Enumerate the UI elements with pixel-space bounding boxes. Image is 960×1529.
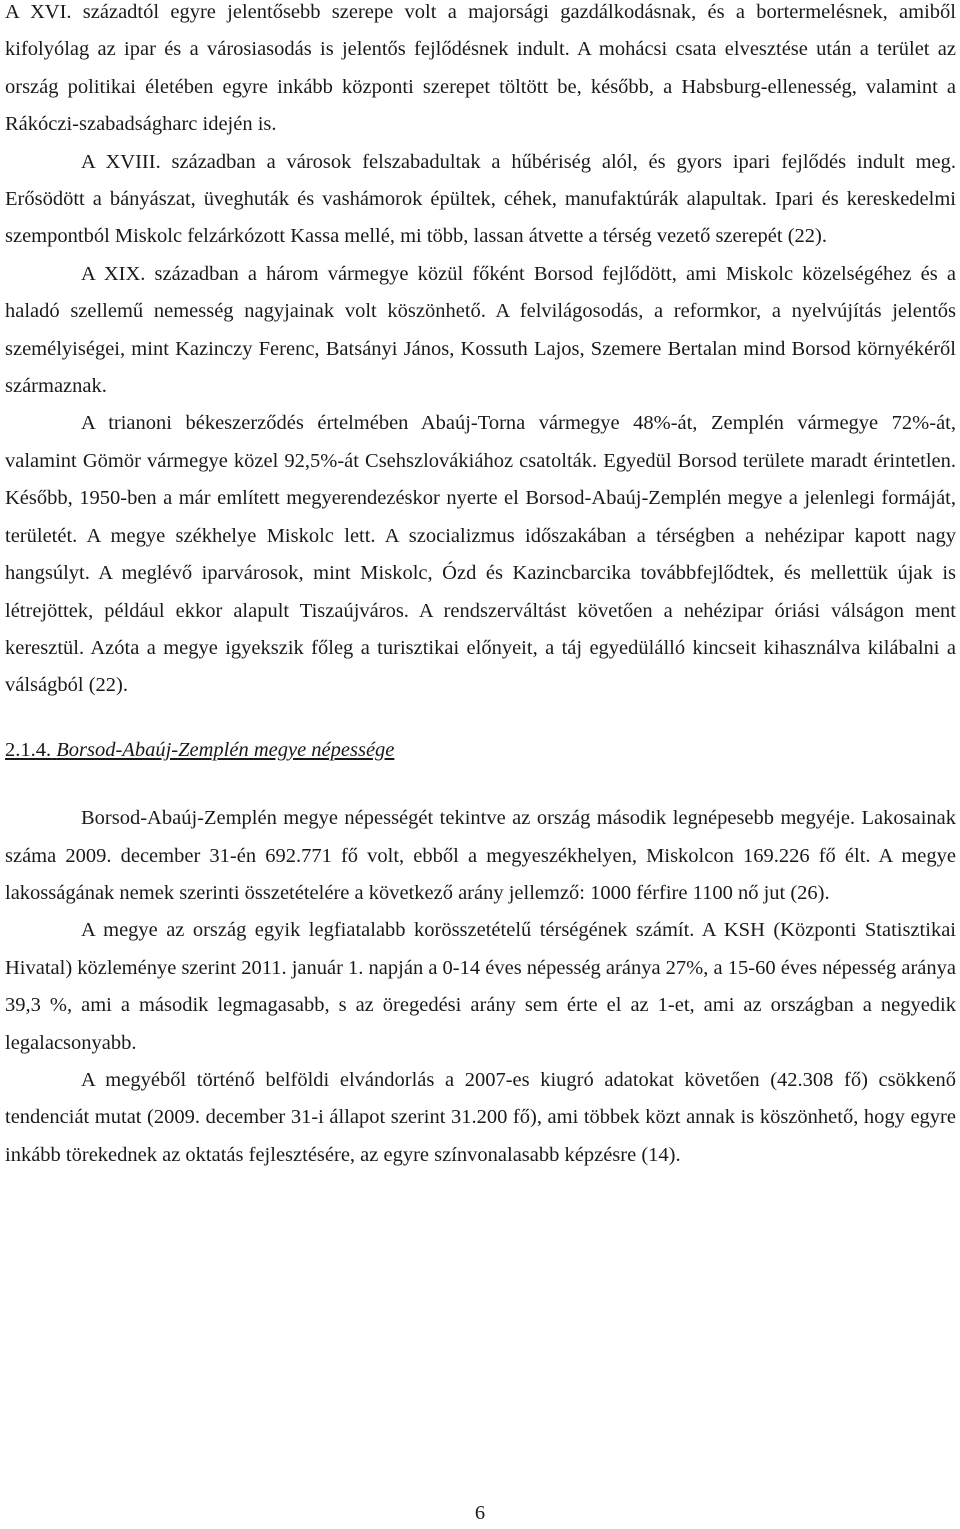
page-number: 6 bbox=[474, 1502, 486, 1524]
section-title: Borsod-Abaúj-Zemplén megye népessége bbox=[56, 738, 395, 761]
section-number: 2.1.4. bbox=[5, 738, 52, 761]
body-paragraph-1: A XVI. századtól egyre jelentősebb szerepe volt a majorsági gazdálkodásnak, és a bortermelésnek, amiből kifolyólag az ipar és a városiasodás is jelentős fejlődésnek indult. A mohácsi csata elvesztése után a terület az ország politikai életében egyre inkább központi szerepet töltött be, később, a Habsburg-ellenesség, valamint a Rákóczi-szabadságharc idején is. bbox=[5, 1, 956, 136]
section-heading bbox=[5, 732, 956, 769]
section-paragraph-3: A megyéből történő belföldi elvándorlás a 2007-es kiugró adatokat követően (42.308 fő) csökkenő tendenciát mutat (2009. december 31-i állapot szerint 31.200 fő), ami többek közt annak is köszönhető, hogy egyre inkább törekednek az oktatás fejlesztésére, az egyre színvonalasabb képzésre (14). bbox=[5, 1068, 956, 1166]
body-paragraph-3: A XIX. században a három vármegye közül főként Borsod fejlődött, ami Miskolc közelségéhez és a haladó szellemű nemesség nagyjainak volt köszönhető. A felvilágosodás, a reformkor, a nyelvújítás jelentős személyiségei, mint Kazinczy Ferenc, Batsányi János, Kossuth Lajos, Szemere Bertalan mind Borsod környékéről származnak. bbox=[5, 262, 956, 398]
body-paragraph-4: A trianoni békeszerződés értelmében Abaúj-Torna vármegye 48%-át, Zemplén vármegye 72%-át, valamint Gömör vármegye közel 92,5%-át Csehszlovákiához csatolták. Egyedül Borsod területe maradt érintetlen. Később, 1950-ben a már említett megyerendezéskor nyerte el Borsod-Abaúj-Zemplén megye a jelenlegi formáját, területét. A megye székhelye Miskolc lett. A szocializmus időszakában a térségben a nehézipar kapott nagy hangsúlyt. A meglévő iparvárosok, mint Miskolc, Ózd és Kazincbarcika továbbfejlődtek, és mellettük újak is létrejöttek, például ekkor alapult Tiszaújváros. A rendszerváltást követően a nehézipar óriási válságon ment keresztül. Azóta a megye igyekszik főleg a turisztikai előnyeit, a táj egyedülálló kincseit kihasználva kilábalni a válságból (22). bbox=[5, 412, 956, 697]
document-page bbox=[5, 0, 956, 1174]
body-paragraph-2: A XVIII. században a városok felszabadultak a hűbériség alól, és gyors ipari fejlődés indult meg. Erősödött a bányászat, üveghuták és vashámorok épültek, céhek, manufaktúrák alapultak. Ipari és kereskedelmi szempontból Miskolc felzárkózott Kassa mellé, mi több, lassan átvette a térség vezető szerepét (22). bbox=[5, 150, 956, 248]
section-paragraph-2: A megye az ország egyik legfiatalabb korösszetételű térségének számít. A KSH (Központi Statisztikai Hivatal) közleménye szerint 2011. január 1. napján a 0-14 éves népesség aránya 27%, a 15-60 éves népesség aránya 39,3 %, ami a második legmagasabb, s az öregedési arány sem érte el az 1-et, ami az országban a negyedik legalacsonyabb. bbox=[5, 919, 956, 1054]
section-paragraph-1: Borsod-Abaúj-Zemplén megye népességét tekintve az ország második legnépesebb megyéje. Lakosainak száma 2009. december 31-én 692.771 fő volt, ebből a megyeszékhelyen, Miskolcon 169.226 fő élt. A megye lakosságának nemek szerinti összetételére a következő arány jellemző: 1000 férfire 1100 nő jut (26). bbox=[5, 807, 956, 904]
heading-spacer bbox=[5, 769, 956, 800]
